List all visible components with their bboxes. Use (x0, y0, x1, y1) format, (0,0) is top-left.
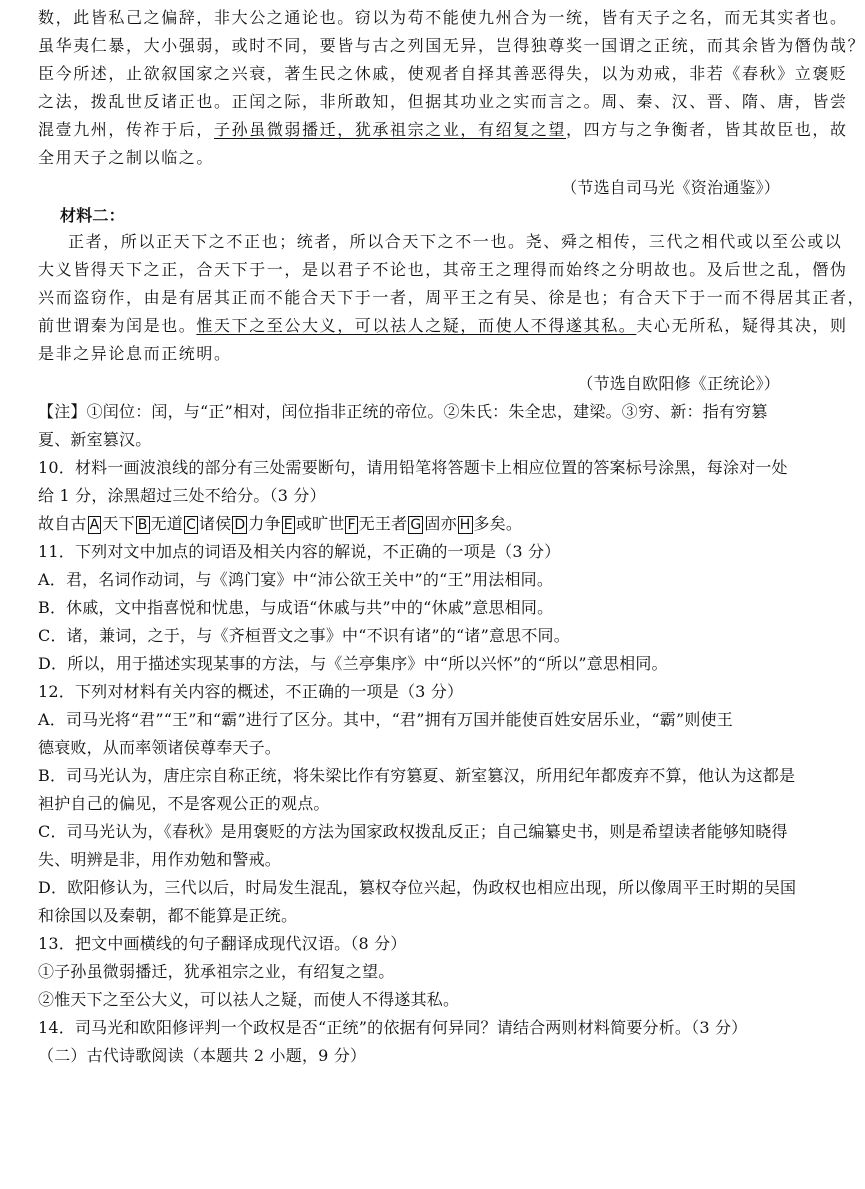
q10-seg-d: 力争 (248, 514, 281, 533)
underlined-sentence-2: 惟天下之至公大义，可以祛人之疑，而使人不得遂其私。 (196, 316, 637, 335)
q11-option-d[interactable]: D．所以，用于描述实现某事的方法，与《兰亭集序》中“所以兴怀”的“所以”意思相同。 (38, 654, 668, 673)
q10-box-f[interactable]: F (347, 517, 356, 533)
material2-line-4 (38, 316, 848, 338)
q10-seg-f: 无王者 (358, 514, 408, 533)
q11-option-c[interactable]: C．诸，兼词，之于，与《齐桓晋文之事》中“不识有诸”的“诸”意思不同。 (38, 626, 570, 645)
section2-heading: （二）古代诗歌阅读（本题共 2 小题，9 分） (38, 1046, 367, 1065)
q12-option-b-line-2[interactable]: 袒护自己的偏见，不是客观公正的观点。 (38, 794, 330, 813)
q12-option-d-line-1[interactable]: D．欧阳修认为，三代以后，时局发生混乱，篡权夺位兴起，伪政权也相应出现，所以像周平王时期的吴国 (38, 878, 797, 897)
material2-line-1: 正者，所以正天下之不正也；统者，所以合天下之不一也。尧、舜之相传，三代之相代或以至公或以 (68, 232, 843, 251)
q10-seg-c: 诸侯 (199, 514, 232, 533)
q10-options (38, 514, 778, 536)
material2-line-4-start: 前世谓秦为闰是也。 (38, 316, 197, 335)
q10-seg-a: 天下 (102, 514, 135, 533)
q10-seg-h: 多矣。 (473, 514, 523, 533)
material1-line-3: 臣今所述，止欲叙国家之兴衰，著生民之休戚，使观者自择其善恶得失，以为劝戒，非若《春秋》立褒贬 (38, 64, 848, 83)
q10-stem-line-1: 10．材料一画波浪线的部分有三处需要断句，请用铅笔将答题卡上相应位置的答案标号涂黑，每涂对一处 (38, 458, 788, 477)
q10-box-d[interactable]: D (234, 517, 246, 533)
q12-option-d-line-2[interactable]: 和徐国以及秦朝，都不能算是正统。 (38, 906, 298, 925)
note-line-1: 【注】①闰位：闰，与“正”相对，闰位指非正统的帝位。②朱氏：朱全忠，建梁。③穷、新：指有穷篡 (38, 402, 768, 421)
q10-prefix: 故自古 (38, 514, 87, 533)
material2-line-2: 大义皆得天下之正，合天下于一，是以君子不论也，其帝王之理得而始终之分明故也。及后世之乱，僭伪 (38, 260, 848, 279)
q11-stem: 11．下列对文中加点的词语及相关内容的解说，不正确的一项是（3 分） (38, 542, 561, 561)
q10-seg-b: 无道 (150, 514, 184, 533)
q10-box-a[interactable]: A (89, 517, 100, 533)
q10-seg-g: 固亦 (424, 514, 457, 533)
q10-seg-e: 或旷世 (295, 514, 345, 533)
material1-line-6: 全用天子之制以临之。 (38, 148, 215, 167)
note-line-2: 夏、新室篡汉。 (38, 430, 152, 449)
material1-line-1: 数，此皆私己之偏辞，非大公之通论也。窃以为苟不能使九州合为一统，皆有天子之名，而无其实者也。 (38, 8, 848, 27)
q13-sentence-2: ②惟天下之至公大义，可以祛人之疑，而使人不得遂其私。 (38, 990, 460, 1009)
q14-stem: 14．司马光和欧阳修评判一个政权是否“正统”的依据有何异同？请结合两则材料简要分析。（3 分） (38, 1018, 748, 1037)
q10-box-b[interactable]: B (137, 517, 148, 533)
q10-box-c[interactable]: C (186, 517, 196, 533)
material2-heading: 材料二： (60, 206, 125, 225)
material1-line-4: 之法，拨乱世反诸正也。正闰之际，非所敢知，但据其功业之实而言之。周、秦、汉、晋、隋、唐，皆尝 (38, 92, 848, 111)
q13-sentence-1: ①子孙虽微弱播迁，犹承祖宗之业，有绍复之望。 (38, 962, 395, 981)
material2-line-3: 兴而盗窃作，由是有居其正而不能合天下于一者，周平王之有吴、徐是也；有合天下于一而不得居其正者， (38, 288, 865, 307)
underlined-sentence-1: 子孙虽微弱播迁，犹承祖宗之业，有绍复之望 (214, 120, 567, 139)
material2-line-5: 是非之异论息而正统明。 (38, 344, 232, 363)
q12-option-c-line-1[interactable]: C．司马光认为，《春秋》是用褒贬的方法为国家政权拨乱反正；自己编纂史书，则是希望读者能够知晓得 (38, 822, 788, 841)
material1-line-2: 虽华夷仁暴，大小强弱，或时不同，要皆与古之列国无异，岂得独尊奖一国谓之正统，而其余皆为僭伪哉？ (38, 36, 865, 55)
q12-option-a-line-2[interactable]: 德衰败，从而率领诸侯尊奉天子。 (38, 738, 282, 757)
q11-option-a[interactable]: A．君，名词作动词，与《鸿门宴》中“沛公欲王关中”的“王”用法相同。 (38, 570, 554, 589)
q10-stem-line-2: 给 1 分，涂黑超过三处不给分。（3 分） (38, 486, 326, 505)
material2-line-4-end: 夫心无所私，疑得其决，则 (636, 316, 848, 335)
material2-source: （节选自欧阳修《正统论》） (577, 374, 780, 393)
q12-stem: 12．下列对材料有关内容的概述，不正确的一项是（3 分） (38, 682, 464, 701)
q10-box-h[interactable]: H (459, 517, 471, 533)
material1-line-5-end: ，四方与之争衡者，皆其故臣也，故 (566, 120, 848, 139)
material1-line-5 (38, 120, 848, 142)
q12-option-c-line-2[interactable]: 失、明辨是非，用作劝勉和警戒。 (38, 850, 282, 869)
q12-option-a-line-1[interactable]: A．司马光将“君”“王”和“霸”进行了区分。其中，“君”拥有万国并能使百姓安居乐业，“霸”则使王 (38, 710, 733, 729)
q13-stem: 13．把文中画横线的句子翻译成现代汉语。（8 分） (38, 934, 407, 953)
q12-option-b-line-1[interactable]: B．司马光认为，唐庄宗自称正统，将朱梁比作有穷篡夏、新室篡汉，所用纪年都废弃不算，他认为这都是 (38, 766, 796, 785)
material1-line-5-start: 混壹九州，传祚于后， (38, 120, 215, 139)
q10-box-g[interactable]: G (410, 517, 422, 533)
q11-option-b[interactable]: B．休戚，文中指喜悦和忧患，与成语“休戚与共”中的“休戚”意思相同。 (38, 598, 554, 617)
q10-box-e[interactable]: E (283, 517, 293, 533)
material1-source: （节选自司马光《资治通鉴》） (561, 178, 780, 197)
